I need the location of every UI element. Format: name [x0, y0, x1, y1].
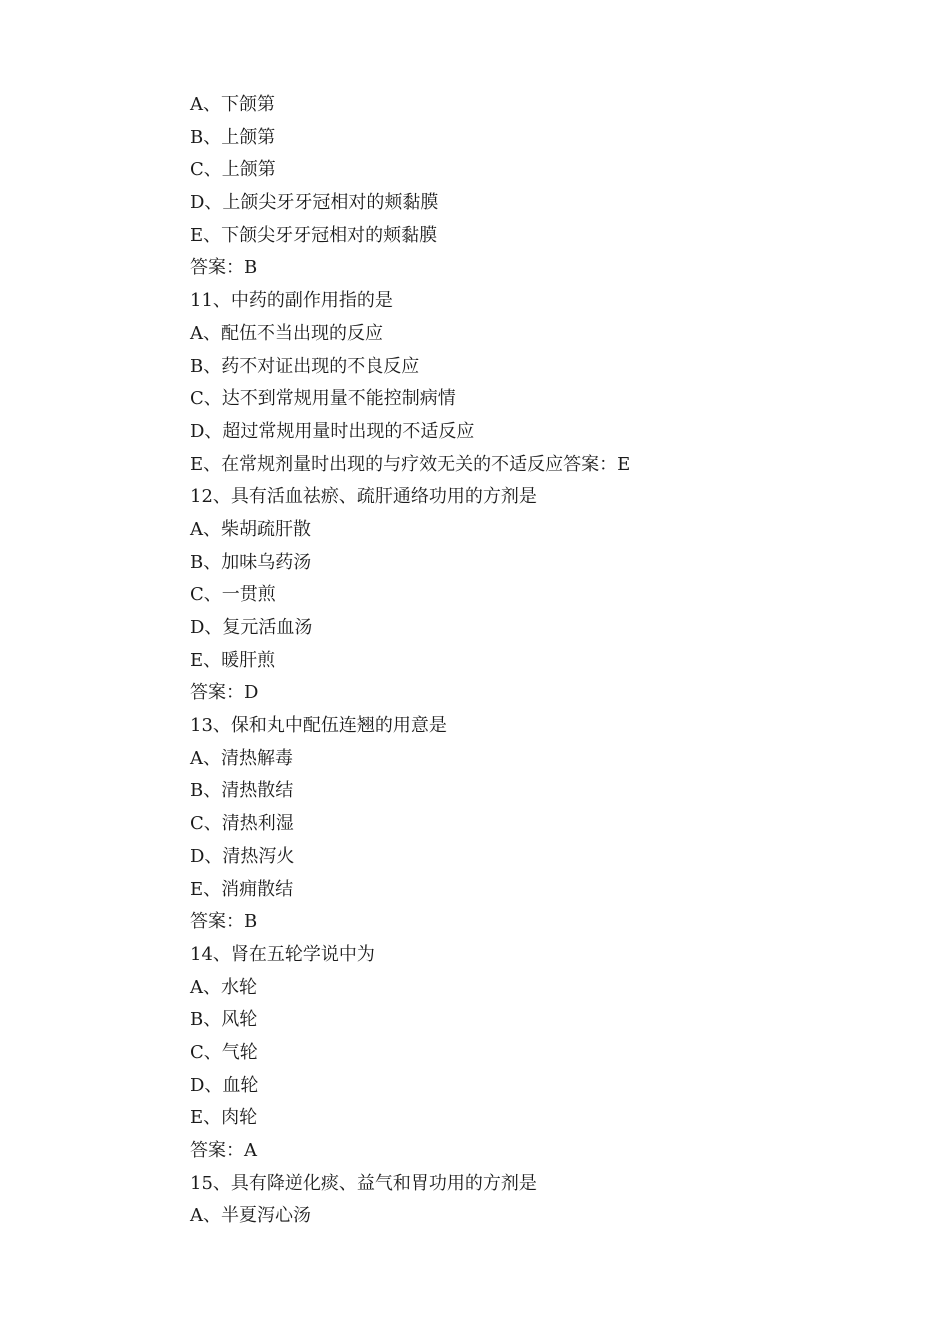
answer-line: 答案：B	[190, 257, 258, 279]
option-line: C、一贯煎	[190, 584, 276, 606]
option-line: E、下颌尖牙牙冠相对的颊黏膜	[190, 224, 438, 246]
option-line: E、在常规剂量时出现的与疗效无关的不适反应答案：E	[190, 453, 631, 475]
option-line: B、风轮	[190, 1009, 258, 1031]
option-line: E、消痈散结	[190, 878, 294, 900]
answer-line: 答案：A	[190, 1140, 257, 1161]
question-line: 11、中药的副作用指的是	[190, 290, 393, 312]
option-line: D、上颌尖牙牙冠相对的颊黏膜	[190, 192, 439, 214]
option-line: C、清热利湿	[190, 813, 294, 835]
option-line: C、达不到常规用量不能控制病情	[190, 388, 456, 410]
answer-line: 答案：B	[190, 911, 258, 933]
option-line: C、上颌第	[190, 159, 276, 181]
option-line: D、血轮	[190, 1074, 259, 1096]
option-line: D、超过常规用量时出现的不适反应	[190, 420, 475, 442]
question-line: 12、具有活血祛瘀、疏肝通络功用的方剂是	[190, 486, 537, 508]
option-line: D、复元活血汤	[190, 617, 313, 638]
option-line: A、水轮	[190, 976, 257, 998]
question-line: 14、肾在五轮学说中为	[190, 943, 375, 965]
option-line: B、加味乌药汤	[190, 551, 312, 573]
answer-line: 答案：D	[190, 682, 259, 704]
option-line: E、暖肝煎	[190, 649, 276, 671]
option-line: E、肉轮	[190, 1107, 258, 1129]
option-line: A、柴胡疏肝散	[190, 518, 311, 540]
question-line: 15、具有降逆化痰、益气和胃功用的方剂是	[190, 1172, 537, 1194]
option-line: B、清热散结	[190, 780, 294, 802]
option-line: A、半夏泻心汤	[190, 1205, 311, 1227]
option-line: B、药不对证出现的不良反应	[190, 355, 420, 377]
option-line: A、配伍不当出现的反应	[190, 322, 383, 344]
option-line: B、上颌第	[190, 126, 276, 148]
option-line: D、清热泻火	[190, 845, 295, 867]
question-line: 13、保和丸中配伍连翘的用意是	[190, 715, 447, 737]
option-line: A、下颌第	[190, 94, 275, 115]
question-text-block	[190, 89, 890, 1233]
option-line: A、清热解毒	[190, 747, 293, 769]
option-line: C、气轮	[190, 1041, 258, 1063]
